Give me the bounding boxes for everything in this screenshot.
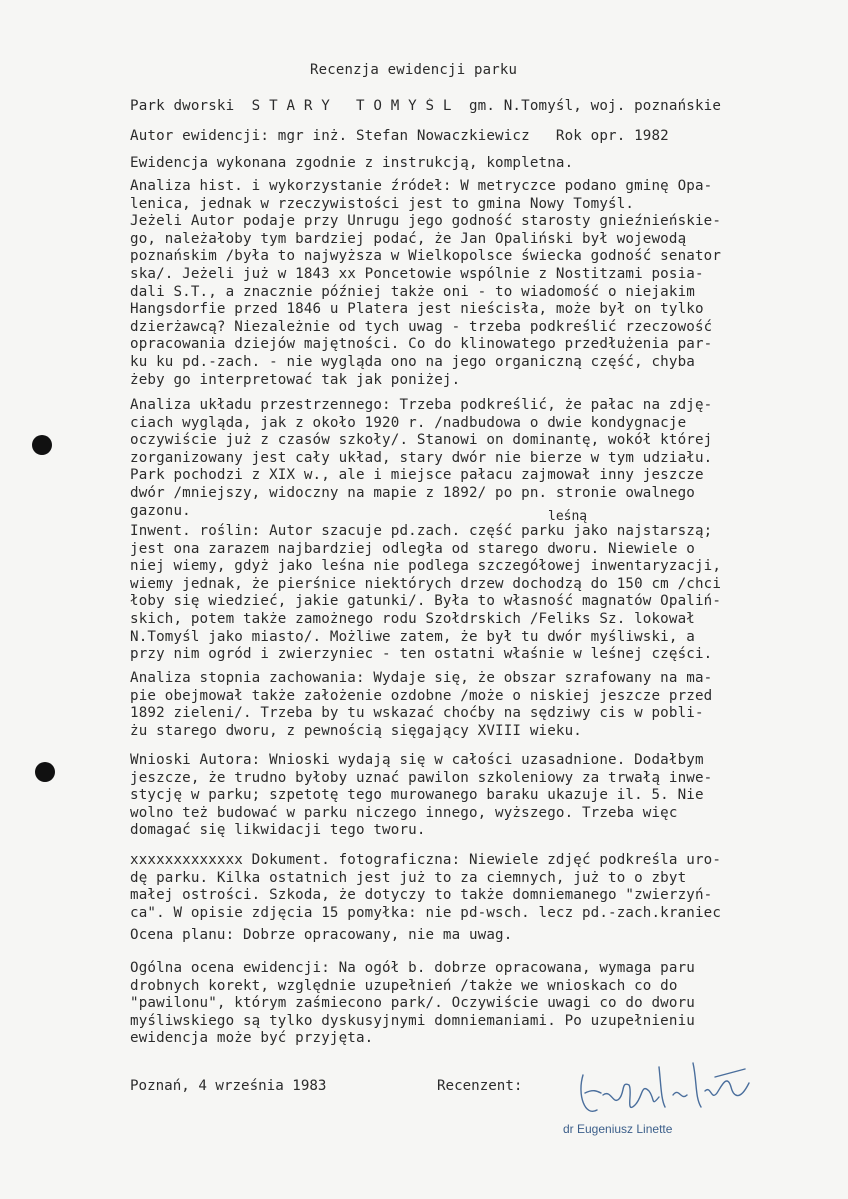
- text-line: przy nim ogród i zwierzyniec - ten ostatni właśnie w leśnej części.: [130, 646, 713, 663]
- author-line: Autor ewidencji: mgr inż. Stefan Nowaczkiewicz Rok opr. 1982: [130, 128, 669, 144]
- reviewer-name-stamp: dr Eugeniusz Linette: [563, 1122, 673, 1136]
- text-line: Ogólna ocena ewidencji: Na ogół b. dobrze opracowana, wymaga paru: [130, 960, 695, 976]
- text-line: pie obejmował także założenie ozdobne /może o niskiej jeszcze przed: [130, 687, 713, 704]
- text-line: dzierżawcą? Niezależnie od tych uwag - trzeba podkreślić rzeczowość: [130, 318, 713, 335]
- text-line: jest ona zarazem najbardziej odległa od starego dworu. Niewiele o: [130, 540, 695, 557]
- text-line: ska/. Jeżeli już w 1843 xx Poncetowie wspólnie z Nostitzami posia-: [130, 265, 704, 282]
- punch-hole: [35, 762, 55, 782]
- text-line: ku ku pd.-zach. - nie wygląda ono na jego organiczną część, chyba: [130, 353, 695, 370]
- text-line: łoby się wiedzieć, jakie gatunki/. Była to własność magnatów Opaliń-: [130, 593, 722, 610]
- handwritten-signature: [575, 1055, 755, 1125]
- text-line: ciach wygląda, jak z około 1920 r. /nadbudowa o dwie kondygnacje: [130, 414, 687, 431]
- reviewer-label: Recenzent:: [437, 1078, 523, 1094]
- text-line: Analiza hist. i wykorzystanie źródeł: W metryczce podano gminę Opa-: [130, 178, 713, 194]
- text-line: lenica, jednak w rzeczywistości jest to gmina Nowy Tomyśl.: [130, 195, 635, 212]
- text-line: Wnioski Autora: Wnioski wydają się w całości uzasadnione. Dodałbym: [130, 752, 704, 768]
- text-line: ca". W opisie zdjęcia 15 pomyłka: nie pd-wsch. lecz pd.-zach.kraniec: [130, 904, 722, 921]
- text-line: Ocena planu: Dobrze opracowany, nie ma uwag.: [130, 927, 513, 943]
- text-line: Analiza stopnia zachowania: Wydaje się, że obszar szrafowany na ma-: [130, 670, 713, 686]
- text-line: dę parku. Kilka ostatnich jest już to za ciemnych, już to o zbyt: [130, 869, 687, 886]
- text-line: Jeżeli Autor podaje przy Unrugu jego godność starosty gnieźnieńskie-: [130, 213, 722, 230]
- text-line: Analiza układu przestrzennego: Trzeba podkreślić, że pałac na zdję-: [130, 397, 713, 413]
- text-line: wolno też budować w parku niczego innego, wyższego. Trzeba więc: [130, 804, 678, 821]
- text-line: poznańskim /była to najwyższa w Wielkopolsce świecka godność senator: [130, 248, 722, 265]
- section-plant-inventory: [130, 523, 842, 664]
- handwritten-insertion: leśną: [548, 509, 588, 524]
- text-line: małej ostrości. Szkoda, że dotyczy to także domniemanego "zwierzyń-: [130, 887, 713, 904]
- text-line: drobnych korekt, względnie uzupełnień /także we wnioskach co do: [130, 977, 678, 994]
- section-overall-assessment: [130, 960, 842, 1048]
- text-line: xxxxxxxxxxxxx Dokument. fotograficzna: Niewiele zdjęć podkreśla uro-: [130, 852, 722, 868]
- completeness-line: Ewidencja wykonana zgodnie z instrukcją, kompletna.: [130, 155, 574, 171]
- section-author-conclusions: [130, 752, 842, 840]
- text-line: żu starego dworu, z pewnością sięgający XVIII wieku.: [130, 722, 582, 739]
- text-line: wiemy jednak, że pierśnice niektórych drzew dochodzą do 150 cm /chci: [130, 575, 722, 592]
- text-line: Inwent. roślin: Autor szacuje pd.zach. część parku jako najstarszą;: [130, 523, 713, 539]
- place-date: Poznań, 4 września 1983: [130, 1078, 327, 1094]
- text-line: niej wiemy, gdyż jako leśna nie podlega szczegółowej inwentaryzacji,: [130, 558, 722, 575]
- text-line: stycję w parku; szpetotę tego murowanego baraku ukazuje il. 5. Nie: [130, 787, 704, 804]
- section-plan-assessment: [130, 927, 842, 945]
- text-line: "pawilonu", którym zaśmiecono park/. Oczywiście uwagi co do dworu: [130, 995, 695, 1012]
- text-line: dali S.T., a znacznie później także oni - to wiadomość o niejakim: [130, 283, 695, 300]
- text-line: oczywiście już z czasów szkoły/. Stanowi on dominantę, wokół której: [130, 432, 713, 449]
- punch-hole: [32, 435, 52, 455]
- text-line: opracowania dziejów majętności. Co do klinowatego przedłużenia par-: [130, 336, 713, 353]
- document-title: Recenzja ewidencji parku: [310, 62, 518, 78]
- text-line: gazonu.: [130, 502, 191, 519]
- text-line: ewidencja może być przyjęta.: [130, 1030, 374, 1047]
- section-preservation-analysis: [130, 670, 842, 740]
- text-line: go, należałoby tym bardziej podać, że Jan Opaliński był wojewodą: [130, 230, 687, 247]
- text-line: żeby go interpretować tak jak poniżej.: [130, 371, 461, 388]
- text-line: jeszcze, że trudno byłoby uznać pawilon szkoleniowy za trwałą inwe-: [130, 769, 713, 786]
- section-historical-analysis: [130, 178, 842, 389]
- text-line: N.Tomyśl jako miasto/. Możliwe zatem, że był tu dwór myśliwski, a: [130, 628, 695, 645]
- text-line: myśliwskiego są tylko dyskusyjnymi domniemaniami. Po uzupełnieniu: [130, 1012, 695, 1029]
- park-name-line: Park dworski S T A R Y T O M Y Ś L gm. N.Tomyśl, woj. poznańskie: [130, 98, 722, 114]
- text-line: Hangsdorfie przed 1846 u Platera jest nieścisła, może był on tylko: [130, 301, 704, 318]
- text-line: 1892 zieleni/. Trzeba by tu wskazać choćby na sędziwy cis w pobli-: [130, 705, 704, 722]
- text-line: dwór /mniejszy, widoczny na mapie z 1892/ po pn. stronie owalnego: [130, 484, 695, 501]
- header-block: [130, 98, 842, 173]
- section-spatial-analysis: [130, 397, 842, 520]
- text-line: Park pochodzi z XIX w., ale i miejsce pałacu zajmował inny jeszcze: [130, 467, 704, 484]
- text-line: zorganizowany jest cały układ, stary dwór nie bierze w tym udziału.: [130, 449, 713, 466]
- text-line: skich, potem także zamożnego rodu Szołdrskich /Feliks Sz. lokował: [130, 610, 695, 627]
- text-line: domagać się likwidacji tego tworu.: [130, 822, 426, 839]
- section-photo-documentation: [130, 852, 842, 922]
